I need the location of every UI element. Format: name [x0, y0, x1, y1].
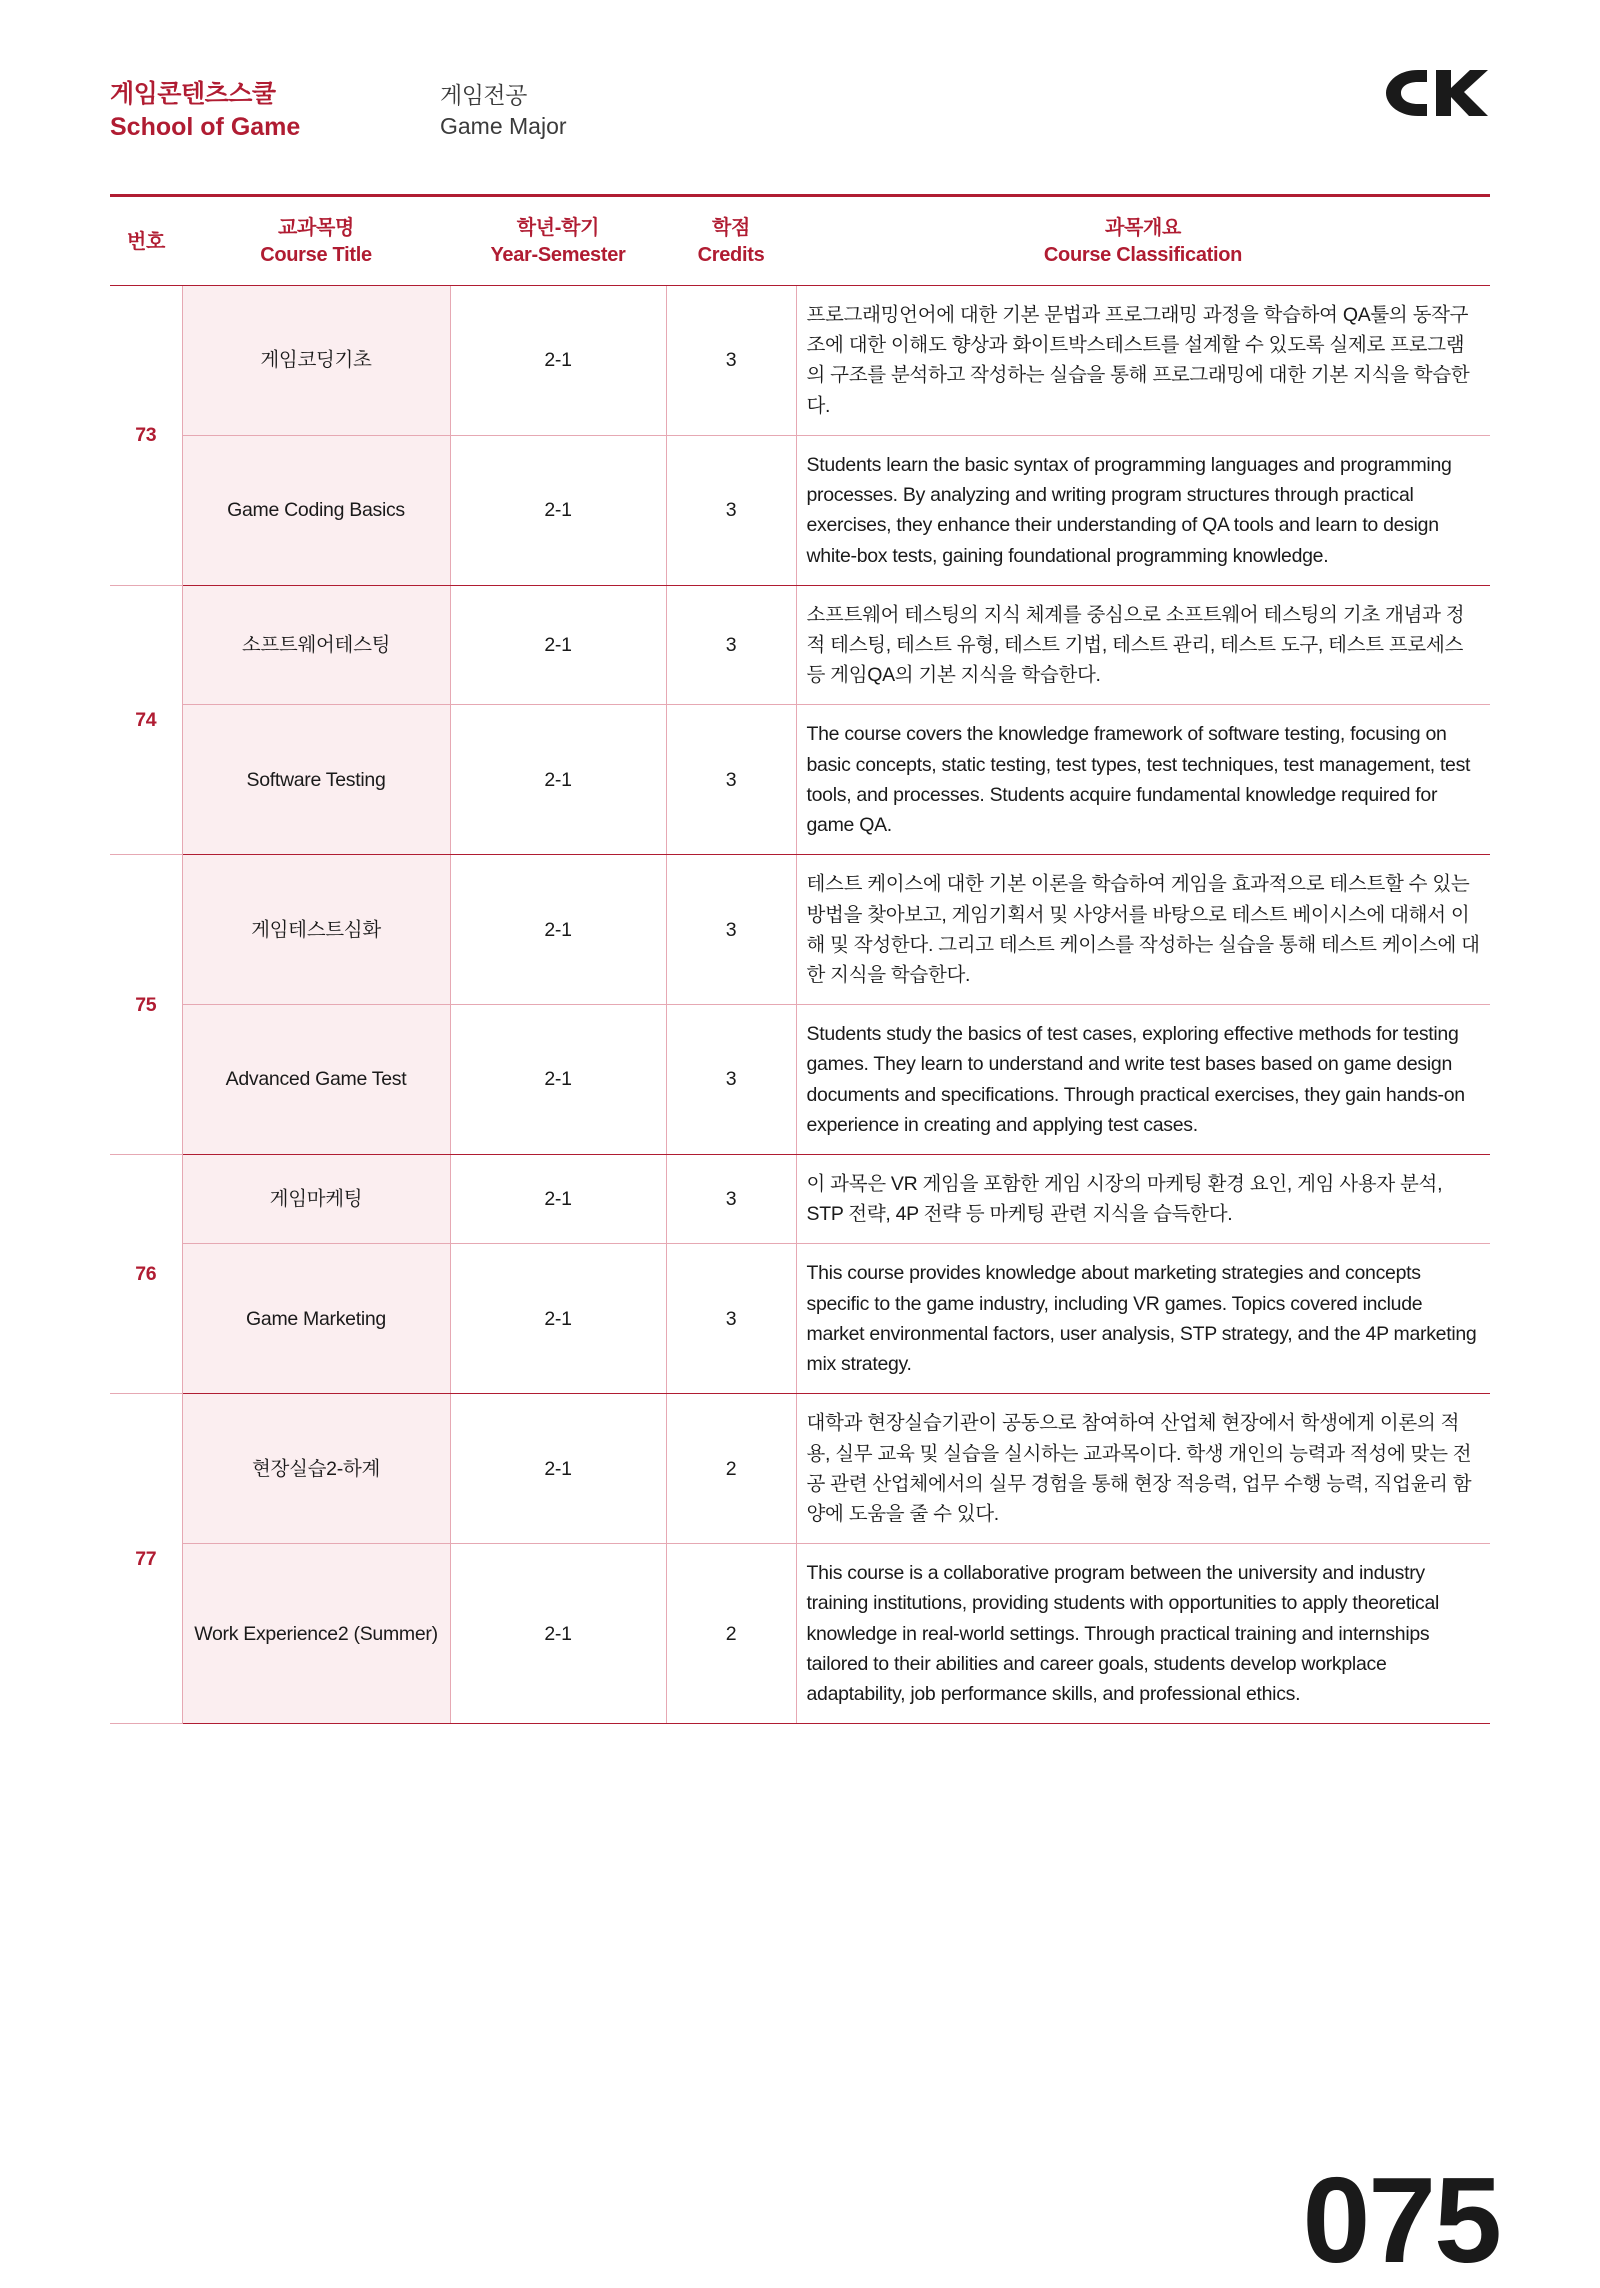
table-row: [110, 435, 1490, 585]
course-credits-ko: 3: [666, 585, 796, 705]
column-header-year: [450, 196, 666, 286]
course-year-en: 2-1: [450, 1005, 666, 1155]
course-credits-ko: 3: [666, 855, 796, 1005]
course-desc-en: This course provides knowledge about marketing strategies and concepts specific to the game industry, including VR games. Topics covered include market environmental factors, user analysis, STP strategy, and the 4P marketing mix strategy.: [796, 1244, 1490, 1394]
table-row: [110, 1244, 1490, 1394]
column-header-credits-en: Credits: [697, 244, 765, 266]
major-name-english: Game Major: [440, 113, 567, 140]
ck-logo-icon: [1380, 62, 1490, 124]
course-desc-ko: 테스트 케이스에 대한 기본 이론을 학습하여 게임을 효과적으로 테스트할 수 있는 방법을 찾아보고, 게임기획서 및 사양서를 바탕으로 테스트 베이시스에 대해서 이해 및 작성한다. 그리고 테스트 케이스를 작성하는 실습을 통해 테스트 케이스에 대한 지식을 학습한다.: [796, 855, 1490, 1005]
school-name-block: [110, 78, 430, 143]
column-header-year-ko: 학년-학기: [516, 217, 600, 239]
course-year-en: 2-1: [450, 1544, 666, 1724]
course-year-en: 2-1: [450, 705, 666, 855]
course-desc-ko: 대학과 현장실습기관이 공동으로 참여하여 산업체 현장에서 학생에게 이론의 적용, 실무 교육 및 실습을 실시하는 교과목이다. 학생 개인의 능력과 적성에 맞는 전공 관련 산업체에서의 실무 경험을 통해 현장 적응력, 업무 수행 능력, 직업윤리 함양에 도움을 줄 수 있다.: [796, 1394, 1490, 1544]
course-year-ko: 2-1: [450, 286, 666, 436]
table-row: [110, 1005, 1490, 1155]
column-header-year-en: Year-Semester: [490, 244, 626, 266]
course-title-ko: 현장실습2-하계: [182, 1394, 450, 1544]
course-credits-en: 3: [666, 435, 796, 585]
course-credits-ko: 2: [666, 1394, 796, 1544]
course-number: 76: [110, 1155, 182, 1394]
course-year-ko: 2-1: [450, 1394, 666, 1544]
table-row: [110, 585, 1490, 705]
course-desc-en: The course covers the knowledge framework of software testing, focusing on basic concepts, static testing, test types, test techniques, test management, test tools, and processes. Students acquire fundamental knowledge required for game QA.: [796, 705, 1490, 855]
course-desc-en: Students learn the basic syntax of programming languages and programming processes. By analyzing and writing program structures through practical exercises, they enhance their understanding of QA tools and learn to design white-box tests, gaining foundational programming knowledge.: [796, 435, 1490, 585]
column-header-title-en: Course Title: [260, 244, 372, 266]
course-credits-en: 3: [666, 1005, 796, 1155]
course-number: 74: [110, 585, 182, 855]
table-header-row: [110, 196, 1490, 286]
course-number: 75: [110, 855, 182, 1155]
course-title-en: Work Experience2 (Summer): [182, 1544, 450, 1724]
course-title-ko: 게임코딩기초: [182, 286, 450, 436]
table-row: [110, 286, 1490, 436]
course-credits-en: 2: [666, 1544, 796, 1724]
course-credits-en: 3: [666, 705, 796, 855]
major-name-korean: 게임전공: [440, 82, 527, 108]
course-desc-ko: 소프트웨어 테스팅의 지식 체계를 중심으로 소프트웨어 테스팅의 기초 개념과 정적 테스팅, 테스트 유형, 테스트 기법, 테스트 관리, 테스트 도구, 테스트 프로세스 등 게임QA의 기본 지식을 학습한다.: [796, 585, 1490, 705]
course-year-en: 2-1: [450, 435, 666, 585]
school-name-korean: 게임콘텐츠스쿨: [110, 80, 276, 108]
table-row: [110, 1544, 1490, 1724]
course-title-ko: 게임테스트심화: [182, 855, 450, 1005]
page-header: [110, 0, 1490, 174]
course-year-en: 2-1: [450, 1244, 666, 1394]
course-year-ko: 2-1: [450, 585, 666, 705]
course-title-en: Advanced Game Test: [182, 1005, 450, 1155]
column-header-credits: [666, 196, 796, 286]
course-credits-ko: 3: [666, 286, 796, 436]
course-title-ko: 소프트웨어테스팅: [182, 585, 450, 705]
course-title-ko: 게임마케팅: [182, 1155, 450, 1244]
column-header-no: [110, 196, 182, 286]
column-header-desc-en: Course Classification: [1043, 244, 1243, 266]
course-year-ko: 2-1: [450, 855, 666, 1005]
course-credits-ko: 3: [666, 1155, 796, 1244]
course-desc-ko: 이 과목은 VR 게임을 포함한 게임 시장의 마케팅 환경 요인, 게임 사용자 분석, STP 전략, 4P 전략 등 마케팅 관련 지식을 습득한다.: [796, 1155, 1490, 1244]
column-header-desc-ko: 과목개요: [1104, 217, 1182, 239]
page-number: 075: [1302, 2152, 1500, 2288]
course-title-en: Software Testing: [182, 705, 450, 855]
column-header-no-ko: 번호: [126, 230, 166, 253]
table-row: [110, 855, 1490, 1005]
course-desc-ko: 프로그래밍언어에 대한 기본 문법과 프로그래밍 과정을 학습하여 QA툴의 동작구조에 대한 이해도 향상과 화이트박스테스트를 설계할 수 있도록 실제로 프로그램의 구조를 분석하고 작성하는 실습을 통해 프로그래밍에 대한 기본 지식을 학습한다.: [796, 286, 1490, 436]
table-row: [110, 1155, 1490, 1244]
course-year-ko: 2-1: [450, 1155, 666, 1244]
table-row: [110, 1394, 1490, 1544]
column-header-credits-ko: 학점: [711, 217, 751, 239]
column-header-desc: [796, 196, 1490, 286]
column-header-title-ko: 교과목명: [277, 217, 355, 239]
table-row: [110, 705, 1490, 855]
column-header-title: [182, 196, 450, 286]
course-desc-en: Students study the basics of test cases, exploring effective methods for testing games. They learn to understand and write test bases based on game design documents and specifications. Through practical exercises, they gain hands-on experience in creating and applying test cases.: [796, 1005, 1490, 1155]
course-title-en: Game Marketing: [182, 1244, 450, 1394]
course-number: 77: [110, 1394, 182, 1724]
course-number: 73: [110, 286, 182, 586]
major-name-block: [440, 78, 567, 142]
course-table: [110, 194, 1490, 1724]
course-desc-en: This course is a collaborative program between the university and industry training institutions, providing students with opportunities to apply theoretical knowledge in real-world settings. Through practical training and internships tailored to their abilities and career goals, students develop workplace adaptability, job performance skills, and professional ethics.: [796, 1544, 1490, 1724]
school-name-english: School of Game: [110, 112, 301, 141]
course-credits-en: 3: [666, 1244, 796, 1394]
course-title-en: Game Coding Basics: [182, 435, 450, 585]
